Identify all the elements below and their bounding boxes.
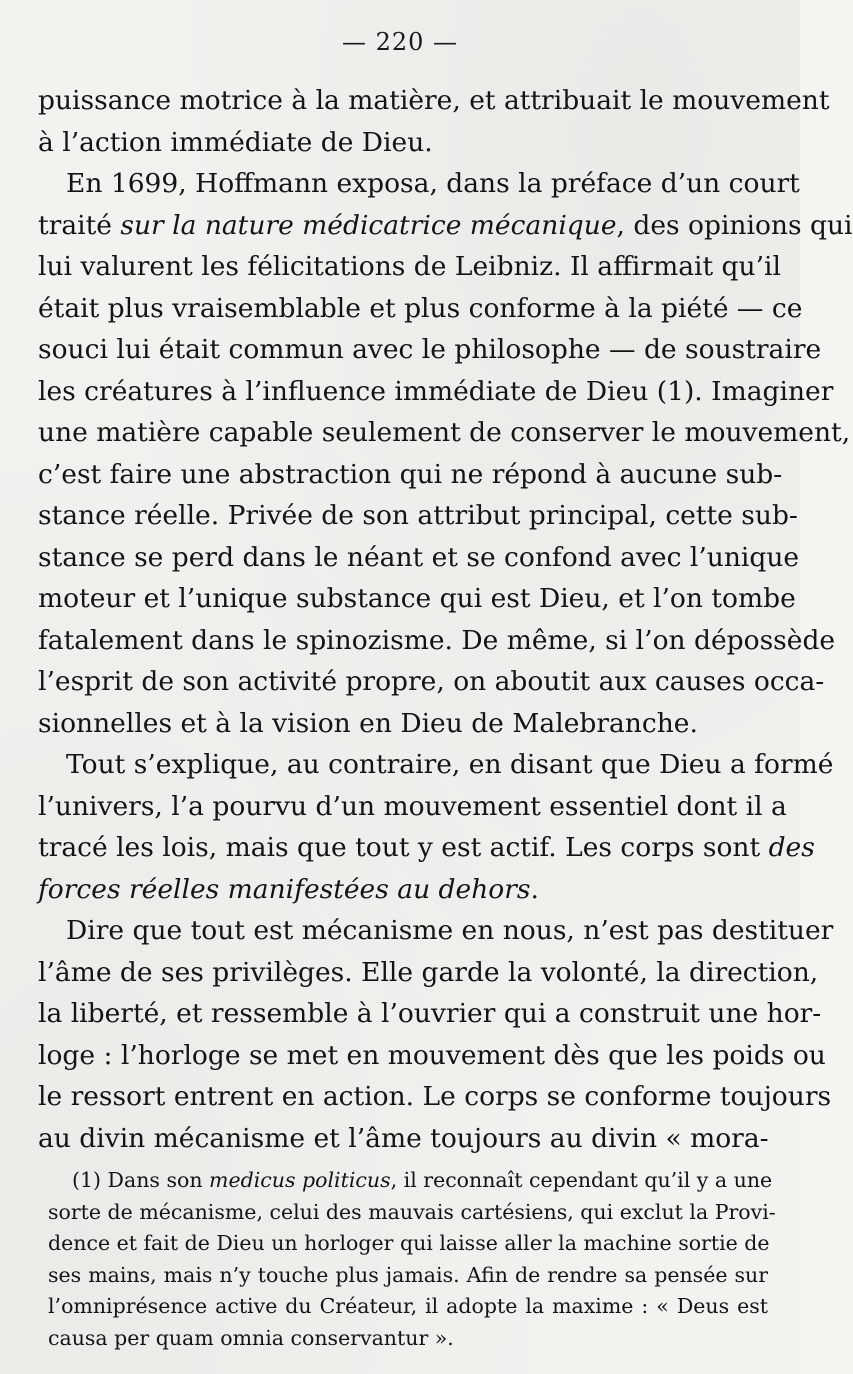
footnote-line: (1) Dans son medicus politicus, il reconnaît cependant qu’il y a une xyxy=(72,1168,773,1192)
italic-text: sur la nature médicatrice mécanique xyxy=(120,209,617,241)
italic-text: medicus politicus xyxy=(209,1168,391,1192)
text-line: était plus vraisemblable et plus conforme à la piété — ce xyxy=(38,292,803,324)
text-line: l’univers, l’a pourvu d’un mouvement essentiel dont il a xyxy=(38,790,787,822)
footnote-line: ses mains, mais n’y touche plus jamais. Afin de rendre sa pensée sur xyxy=(48,1262,768,1287)
italic-text: des xyxy=(768,832,815,863)
text-line: c’est faire une abstraction qui ne répond à aucune sub- xyxy=(38,458,783,490)
text-line: souci lui était commun avec le philosophe — de soustraire xyxy=(38,334,822,365)
body-text xyxy=(38,80,853,1159)
text-line: Dire que tout est mécanisme en nous, n’est pas destituer xyxy=(66,915,834,946)
footnote-line: l’omniprésence active du Créateur, il adopte la maxime : « Deus est xyxy=(48,1294,768,1318)
text-line: le ressort entrent en action. Le corps se conforme toujours xyxy=(38,1081,832,1112)
text-line: traité sur la nature médicatrice mécanique, des opinions qui xyxy=(38,209,853,241)
text-line: moteur et l’unique substance qui est Dieu, et l’on tombe xyxy=(38,583,796,614)
footnote-line: sorte de mécanisme, celui des mauvais cartésiens, qui exclut la Provi- xyxy=(48,1199,776,1224)
text-line: une matière capable seulement de conserver le mouvement, xyxy=(38,417,851,448)
text-line: sionnelles et à la vision en Dieu de Malebranche. xyxy=(38,707,698,739)
text-line: la liberté, et ressemble à l’ouvrier qui a construit une hor- xyxy=(38,998,822,1029)
text-line: stance réelle. Privée de son attribut principal, cette sub- xyxy=(38,500,798,531)
text-line: En 1699, Hoffmann exposa, dans la préface d’un court xyxy=(66,168,800,199)
text-line: fatalement dans le spinozisme. De même, si l’on dépossède xyxy=(38,624,836,656)
footnote-line: dence et fait de Dieu un horloger qui laisse aller la machine sortie de xyxy=(48,1231,770,1255)
italic-text: forces réelles manifestées au dehors xyxy=(38,873,531,905)
text-line: Tout s’explique, au contraire, en disant que Dieu a formé xyxy=(66,749,834,780)
footnote-line: causa per quam omnia conservantur ». xyxy=(48,1325,454,1350)
text-line: au divin mécanisme et l’âme toujours au divin « mora- xyxy=(38,1122,769,1154)
text-line: l’âme de ses privilèges. Elle garde la volonté, la direction, xyxy=(38,956,819,988)
text-line: forces réelles manifestées au dehors. xyxy=(38,873,539,905)
text-line: loge : l’horloge se met en mouvement dès que les poids ou xyxy=(38,1039,826,1071)
text-line: les créatures à l’influence immédiate de Dieu (1). Imaginer xyxy=(38,375,834,407)
text-line: à l’action immédiate de Dieu. xyxy=(38,126,433,158)
footnotes xyxy=(48,1165,776,1354)
text-line: tracé les lois, mais que tout y est actif. Les corps sont des xyxy=(38,832,815,863)
text-line: lui valurent les félicitations de Leibniz. Il affirmait qu’il xyxy=(38,251,781,282)
text-line: stance se perd dans le néant et se confond avec l’unique xyxy=(38,541,800,573)
page-number: — 220 — xyxy=(341,28,459,56)
text-line: l’esprit de son activité propre, on aboutit aux causes occa- xyxy=(38,666,825,697)
text-line: puissance motrice à la matière, et attribuait le mouvement xyxy=(38,85,830,116)
